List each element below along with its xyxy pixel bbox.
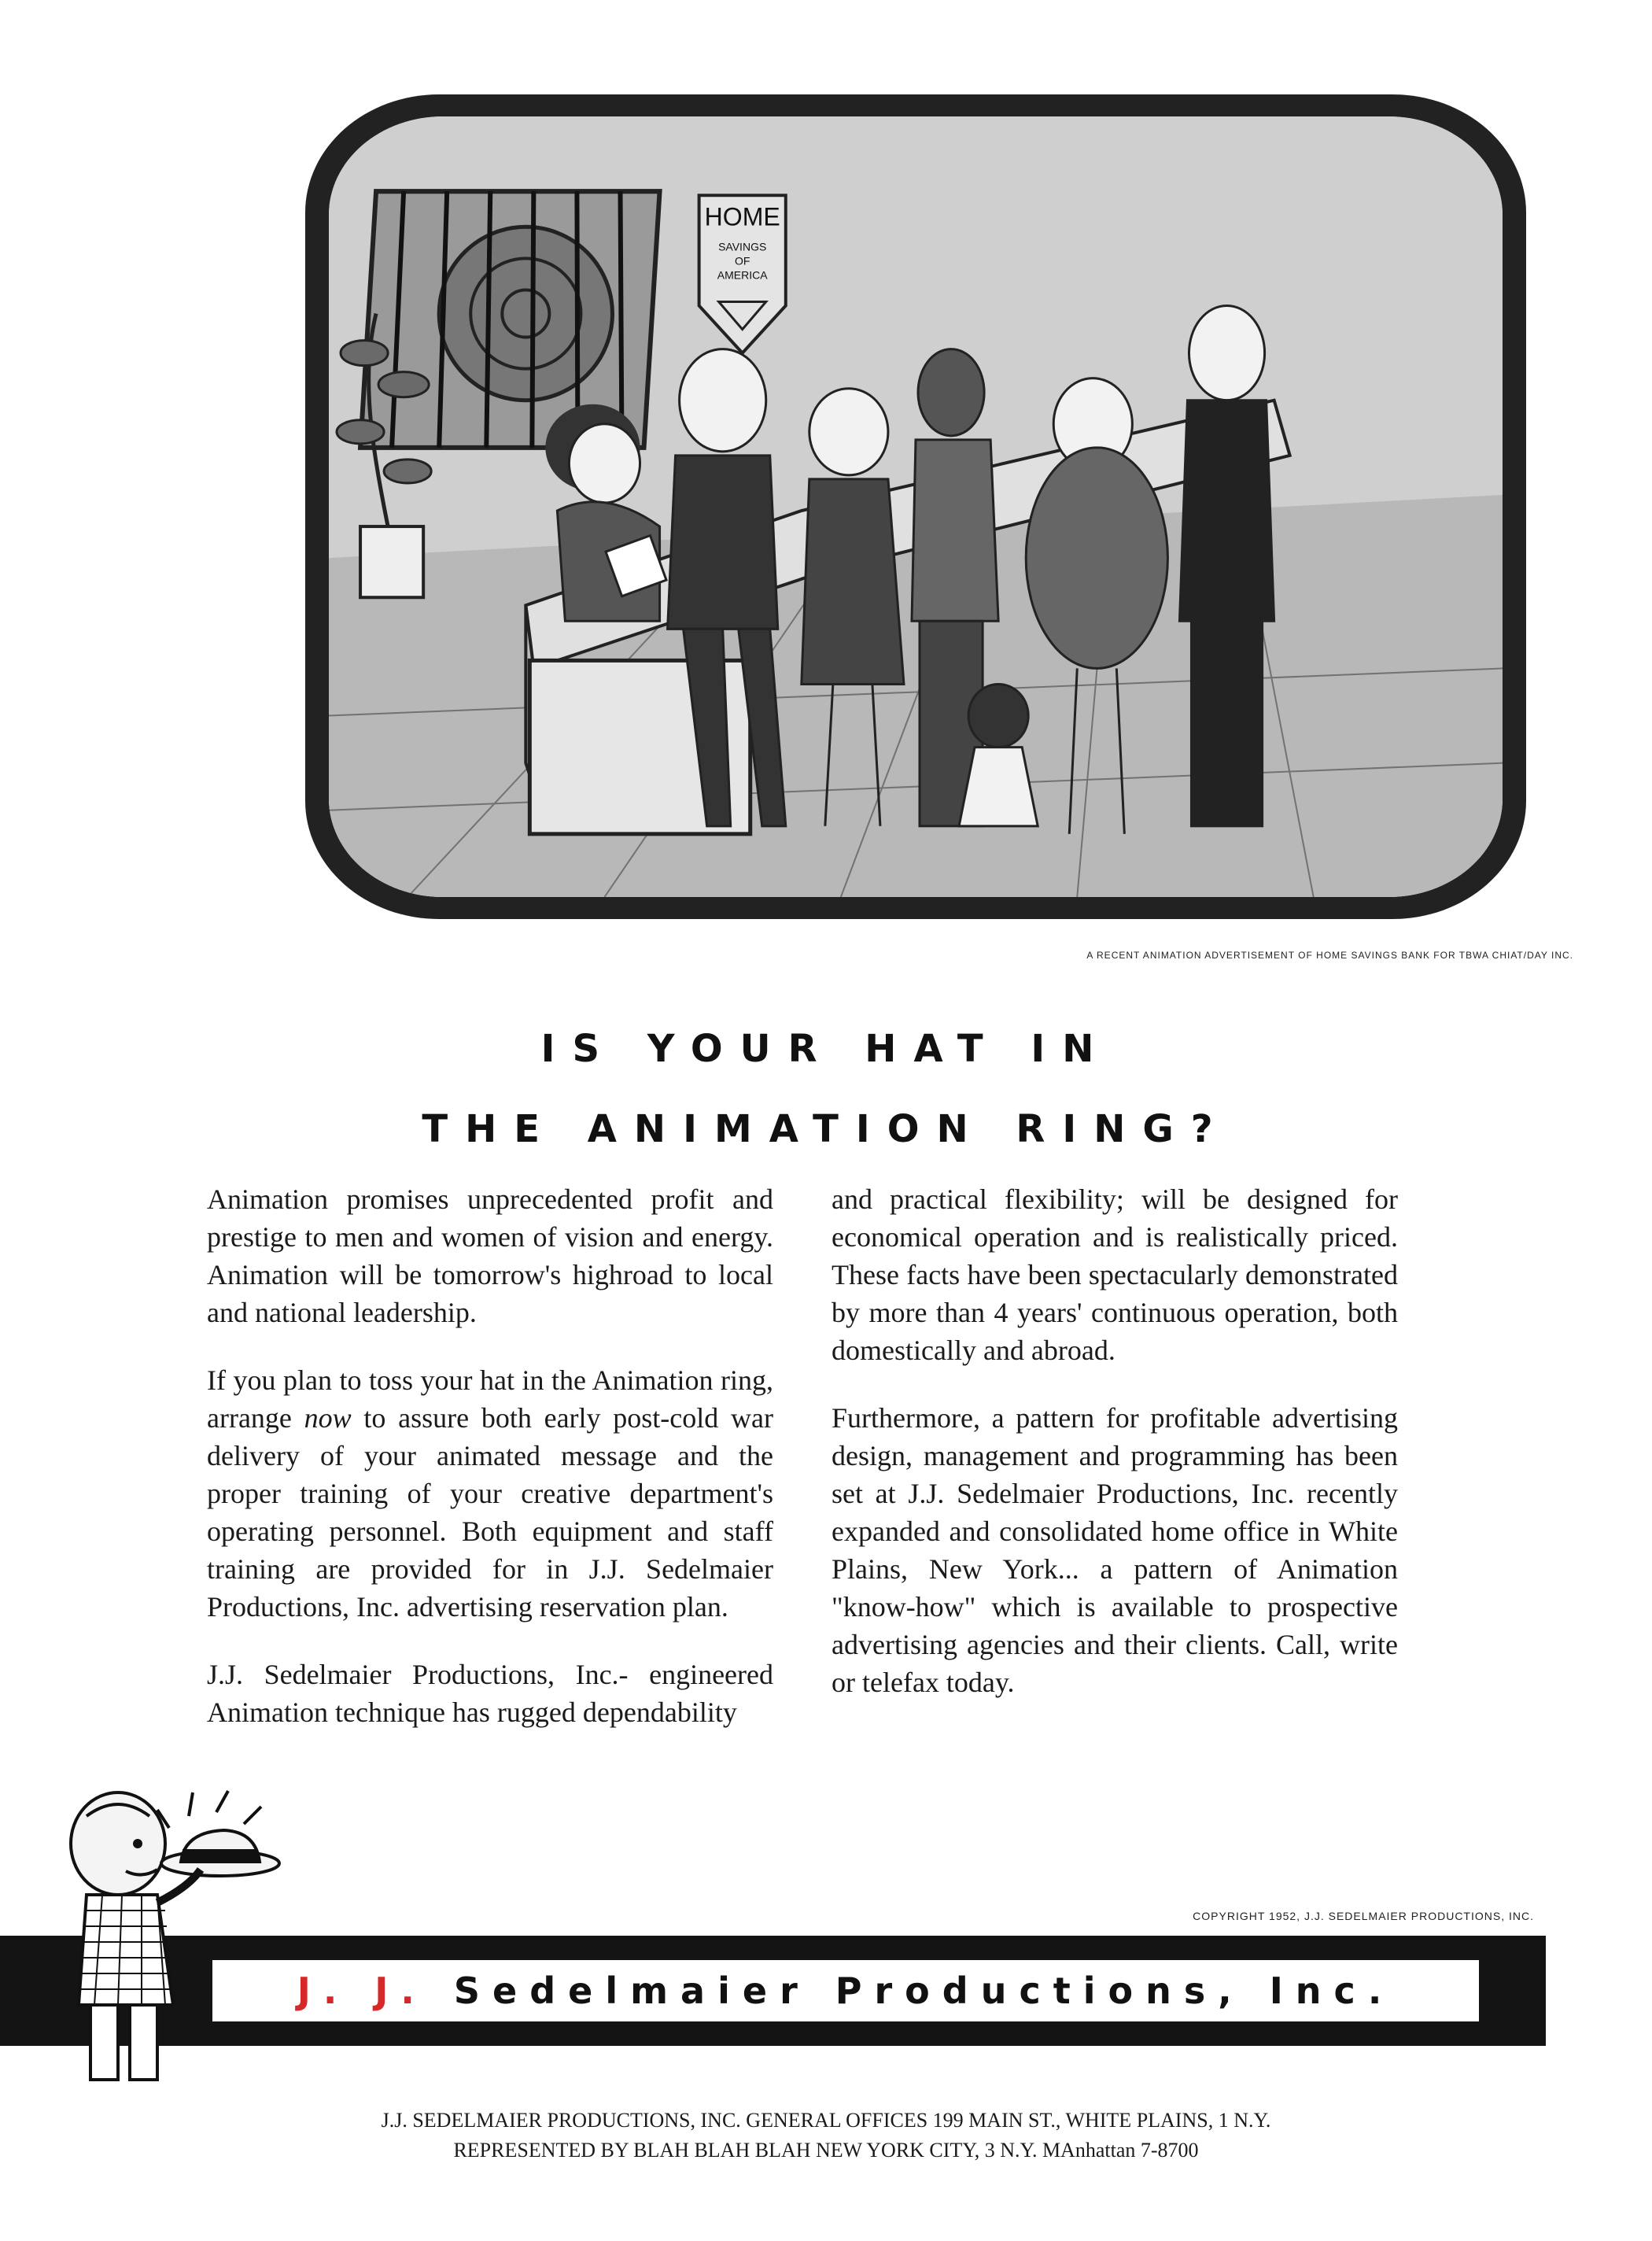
emphasis-now: now <box>304 1402 352 1434</box>
copyright-notice: COPYRIGHT 1952, J.J. SEDELMAIER PRODUCTIONS, INC. <box>1193 1910 1534 1922</box>
tv-frame-icon <box>305 94 1526 919</box>
svg-text:AMERICA: AMERICA <box>717 268 768 282</box>
brand-name-panel <box>212 1960 1479 2021</box>
hat-tipping-mascot-icon <box>55 1785 307 2088</box>
brand-prefix: J. J. <box>297 1970 427 2012</box>
body-column-right <box>832 1180 1398 1731</box>
paragraph-5: Furthermore, a pattern for profitable advertising design, management and programming has been set at J.J. Sedelmaier Productions, Inc. recently expanded and consolidated home office in White Plains, New York... a pattern of Animation "know-how" which is available to prospective advertising agencies and their clients. Call, write or telefax today. <box>832 1402 1398 1698</box>
vault-window <box>360 191 660 448</box>
paragraph-4: and practical flexibility; will be designed for economical operation and is realistically priced. These facts have been spectacularly demonstrated by more than 4 years' continuous operation, both domestically and abroad. <box>832 1183 1398 1366</box>
sign-text-home: HOME <box>704 202 780 231</box>
body-column-left <box>207 1180 773 1761</box>
svg-text:OF: OF <box>734 254 750 268</box>
illustration-caption: A RECENT ANIMATION ADVERTISEMENT OF HOME SAVINGS BANK FOR TBWA CHIAT/DAY INC. <box>1086 950 1573 961</box>
footer-address: J.J. SEDELMAIER PRODUCTIONS, INC. GENERAL OFFICES 199 MAIN ST., WHITE PLAINS, 1 N.Y. <box>381 2109 1271 2132</box>
headline-line-2: THE ANIMATION RING? <box>422 1107 1230 1151</box>
paragraph-2: If you plan to toss your hat in the Animation ring, arrange now to assure both early post-cold war delivery of your animated message and the proper training of your creative department's operating personnel. Both equipment and staff training are provided for in J.J. Sedelmaier Productions, Inc. advertising reservation plan. <box>207 1364 773 1623</box>
footer-representative: REPRESENTED BY BLAH BLAH BLAH NEW YORK CITY, 3 N.Y. MAnhattan 7-8700 <box>453 2139 1199 2162</box>
svg-text:SAVINGS: SAVINGS <box>718 240 767 253</box>
paragraph-3: J.J. Sedelmaier Productions, Inc.- engineered Animation technique has rugged dependability <box>207 1659 773 1728</box>
headline-line-1: IS YOUR HAT IN <box>540 1027 1112 1071</box>
paragraph-1: Animation promises unprecedented profit and prestige to men and women of vision and energy. Animation will be tomorrow's highroad to local and national leadership. <box>207 1183 773 1328</box>
brand-name: Sedelmaier Productions, Inc. <box>453 1970 1395 2012</box>
bank-scene-illustration <box>329 116 1503 897</box>
